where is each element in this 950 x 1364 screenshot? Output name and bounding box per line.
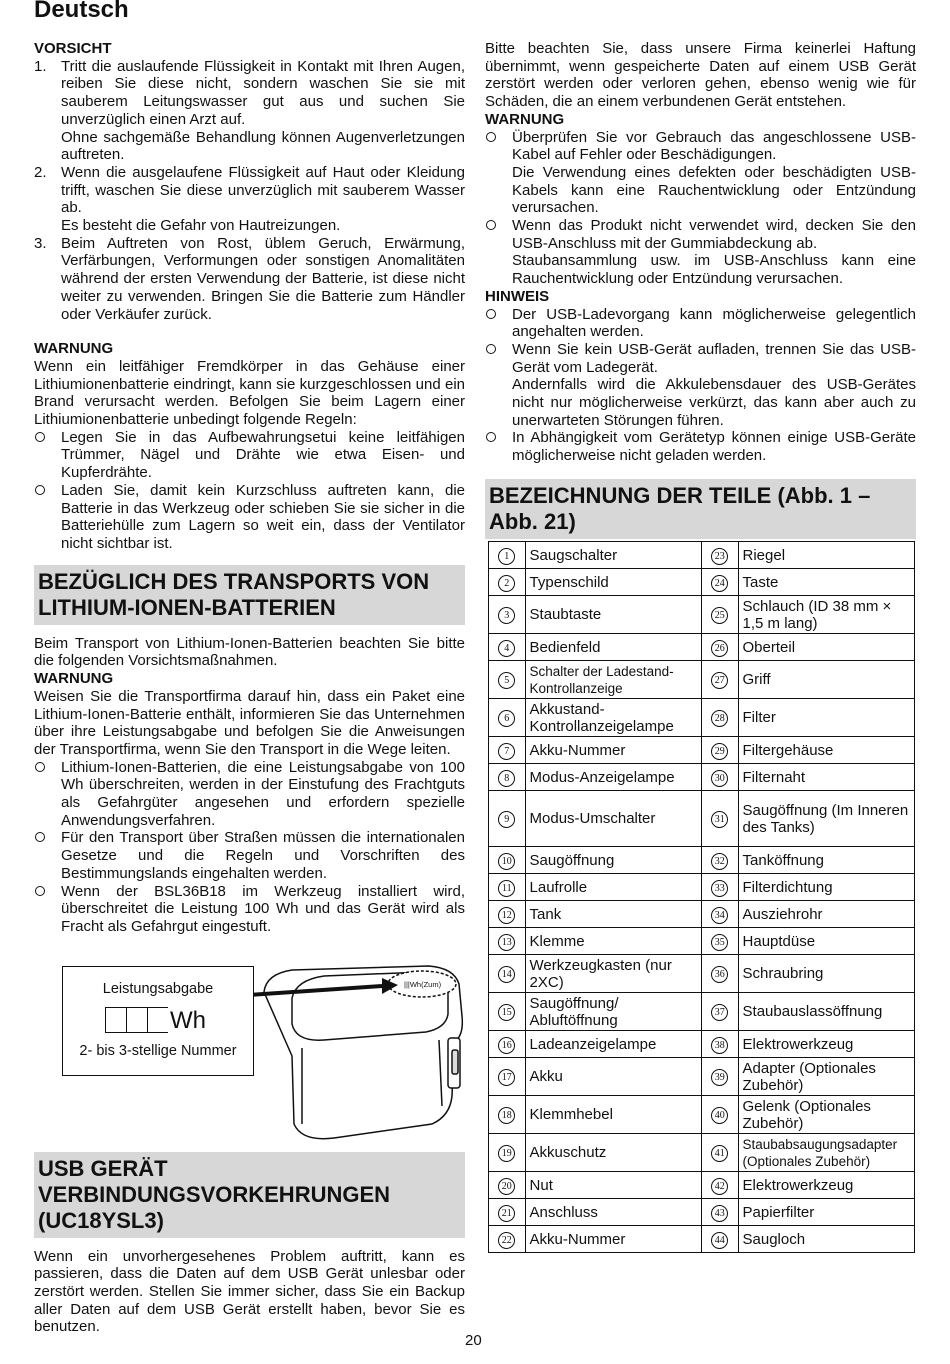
part-label: Saugschalter <box>525 542 701 569</box>
part-number-cell <box>489 1031 526 1058</box>
part-number: 27 <box>711 672 728 689</box>
bullet-item <box>485 306 916 341</box>
part-number-cell <box>701 737 738 764</box>
item-note: Es besteht die Gefahr von Hautreizungen. <box>61 217 341 235</box>
part-number-cell <box>489 928 526 955</box>
bullet-note: Staubansammlung usw. im USB-Anschluss kann eine Rauchentwicklung oder Entzündung verursachen. <box>512 252 916 288</box>
bullet-text: In Abhängigkeit vom Gerätetyp können einige USB-Geräte möglicherweise nicht geladen werden. <box>512 429 916 465</box>
part-number: 37 <box>711 1004 728 1021</box>
part-number: 43 <box>711 1205 728 1222</box>
item-number: 2. <box>34 163 47 181</box>
part-number: 44 <box>711 1232 728 1249</box>
bullet-text: Laden Sie, damit kein Kurzschluss auftreten kann, die Batterie in das Werkzeug oder schieben Sie sie sicher in die Batteriehülle zum Lagern so weit ein, dass der Ventilator nicht sichtbar ist. <box>61 481 465 552</box>
part-number: 42 <box>711 1178 728 1195</box>
parts-row <box>489 1134 915 1172</box>
parts-row <box>489 569 915 596</box>
part-number-cell <box>701 1172 738 1199</box>
vorsicht-item <box>34 235 465 324</box>
item-note: Ohne sachgemäße Behandlung können Augenverletzungen auftreten. <box>61 128 465 164</box>
part-number-cell <box>701 791 738 847</box>
part-label: Akku <box>525 1058 701 1096</box>
parts-table <box>488 541 915 1253</box>
battery-label-figure <box>34 956 465 1146</box>
part-number: 31 <box>711 811 728 828</box>
parts-row <box>489 596 915 634</box>
part-number: 40 <box>711 1107 728 1124</box>
warnung-label: WARNUNG <box>34 340 114 358</box>
part-number: 21 <box>498 1205 515 1222</box>
part-number-cell <box>701 1199 738 1226</box>
part-number-cell <box>489 1199 526 1226</box>
part-number-cell <box>701 928 738 955</box>
item-text: Tritt die auslaufende Flüssigkeit in Kontakt mit Ihren Augen, reiben Sie diese nicht, sondern waschen Sie sie mit sauberem Leitungswasser gut aus und suchen Sie unverzüglich einen Arzt auf. <box>61 57 465 128</box>
part-number: 5 <box>498 672 515 689</box>
part-number-cell <box>489 596 526 634</box>
part-number-cell <box>489 791 526 847</box>
parts-row <box>489 791 915 847</box>
part-label: Taste <box>738 569 914 596</box>
parts-row <box>489 1226 915 1253</box>
bullet-item <box>34 883 465 936</box>
part-number: 3 <box>498 607 515 624</box>
part-label: Tank <box>525 901 701 928</box>
part-number: 8 <box>498 770 515 787</box>
bullet-item <box>34 829 465 882</box>
part-number-cell <box>489 1058 526 1096</box>
part-number: 7 <box>498 743 515 760</box>
item-text: Beim Auftreten von Rost, üblem Geruch, Erwärmung, Verfärbungen, Verformungen oder sonstigen Anomalitäten während der ersten Verwendung der Batterie, ist diese nicht weiter zu verwenden. Bringen Sie die Batterie zum Händler oder Verkäufer zurück. <box>61 234 465 323</box>
part-label: Elektrowerkzeug <box>738 1172 914 1199</box>
part-number-cell <box>489 955 526 993</box>
bullet-text: Lithium-Ionen-Batterien, die eine Leistungsabgabe von 100 Wh überschreiten, werden in der Einstufung des Frachtguts als Gefahrgüter angesehen und erfordern spezielle Anwendungsverfahren. <box>61 758 465 829</box>
part-number-cell <box>489 699 526 737</box>
circle-bullet-icon <box>34 482 61 553</box>
part-number-cell <box>701 764 738 791</box>
part-label: Bedienfeld <box>525 634 701 661</box>
parts-row <box>489 955 915 993</box>
part-number-cell <box>489 1172 526 1199</box>
bullet-item <box>485 429 916 464</box>
part-label: Modus-Anzeigelampe <box>525 764 701 791</box>
part-number: 15 <box>498 1004 515 1021</box>
parts-row <box>489 1058 915 1096</box>
part-number-cell <box>701 1096 738 1134</box>
part-number: 24 <box>711 575 728 592</box>
parts-row <box>489 1031 915 1058</box>
part-number: 28 <box>711 710 728 727</box>
parts-row <box>489 634 915 661</box>
bullet-text: Der USB-Ladevorgang kann möglicherweise gelegentlich angehalten werden. <box>512 305 916 341</box>
part-number-cell <box>701 661 738 699</box>
part-number: 6 <box>498 710 515 727</box>
part-label: Hauptdüse <box>738 928 914 955</box>
part-label: Filternaht <box>738 764 914 791</box>
part-label: Anschluss <box>525 1199 701 1226</box>
part-label: Saugloch <box>738 1226 914 1253</box>
parts-row <box>489 699 915 737</box>
part-label: Typenschild <box>525 569 701 596</box>
item-text: Wenn die ausgelaufene Flüssigkeit auf Haut oder Kleidung trifft, waschen Sie diese unverzüglich mit sauberem Wasser ab. <box>61 163 465 217</box>
parts-row <box>489 1172 915 1199</box>
part-number-cell <box>701 993 738 1031</box>
part-number: 22 <box>498 1232 515 1249</box>
part-number: 9 <box>498 811 515 828</box>
part-label: Filter <box>738 699 914 737</box>
warnung-text: Wenn ein leitfähiger Fremdkörper in das Gehäuse einer Lithiumionenbatterie eindringt, kann sie kurzgeschlossen und ein Brand verursacht werden. Befolgen Sie beim Lagern einer Lithiumionenbatterie unbedingt folgende Regeln: <box>34 357 465 429</box>
part-number-cell <box>489 847 526 874</box>
digit-box <box>105 1007 126 1033</box>
circle-bullet-icon <box>34 429 61 482</box>
wh-field <box>105 1007 206 1033</box>
parts-heading: BEZEICHNUNG DER TEILE (Abb. 1 – Abb. 21) <box>485 479 916 539</box>
transport-heading: BEZÜGLICH DES TRANSPORTS VON LITHIUM-IONEN-BATTERIEN <box>34 565 465 625</box>
part-label: Filterdichtung <box>738 874 914 901</box>
parts-row <box>489 1199 915 1226</box>
parts-row <box>489 993 915 1031</box>
part-number: 4 <box>498 640 515 657</box>
parts-row <box>489 542 915 569</box>
part-number-cell <box>489 1096 526 1134</box>
part-label: Saugöffnung/ Abluftöffnung <box>525 993 701 1031</box>
part-number: 33 <box>711 880 728 897</box>
circle-bullet-icon <box>485 217 512 288</box>
part-label: Papierfilter <box>738 1199 914 1226</box>
usb-text: Wenn ein unvorhergesehenes Problem auftritt, kann es passieren, dass die Daten auf dem USB Gerät unlesbar oder zerstört werden. Stellen Sie immer sicher, dass Sie ein Backup aller Daten auf dem USB Gerät erstellt haben, bevor Sie es benutzen. <box>34 1247 465 1336</box>
part-number-cell <box>489 737 526 764</box>
part-number: 17 <box>498 1069 515 1086</box>
part-number-cell <box>489 874 526 901</box>
left-column <box>34 40 465 1336</box>
part-number: 12 <box>498 907 515 924</box>
part-number-cell <box>489 1226 526 1253</box>
bullet-item <box>485 129 916 218</box>
part-number: 36 <box>711 966 728 983</box>
part-number-cell <box>489 634 526 661</box>
part-number-cell <box>489 901 526 928</box>
bullet-note: Andernfalls wird die Akkulebensdauer des USB-Gerätes nicht nur möglicherweise verkürzt, das kann aber auch zu unerwarteten Störungen führen. <box>512 376 916 429</box>
parts-row <box>489 874 915 901</box>
part-number: 20 <box>498 1178 515 1195</box>
part-number: 13 <box>498 934 515 951</box>
parts-row <box>489 1096 915 1134</box>
parts-row <box>489 737 915 764</box>
circle-bullet-icon <box>485 306 512 341</box>
part-label: Elektrowerkzeug <box>738 1031 914 1058</box>
svg-text:|||Wh(Zum): |||Wh(Zum) <box>404 979 442 989</box>
part-label: Tanköffnung <box>738 847 914 874</box>
item-number: 1. <box>34 57 47 75</box>
part-number-cell <box>701 874 738 901</box>
part-label: Ausziehrohr <box>738 901 914 928</box>
item-number: 3. <box>34 234 47 252</box>
part-number: 26 <box>711 640 728 657</box>
power-output-label <box>62 966 254 1076</box>
vorsicht-item <box>34 164 465 235</box>
part-number-cell <box>701 569 738 596</box>
part-label: Gelenk (Optionales Zubehör) <box>738 1096 914 1134</box>
part-number: 39 <box>711 1069 728 1086</box>
language-header: Deutsch <box>34 0 129 23</box>
parts-row <box>489 764 915 791</box>
warnung-label: WARNUNG <box>34 670 114 688</box>
wh-unit: Wh <box>170 1006 206 1034</box>
part-number: 23 <box>711 548 728 565</box>
digit-box <box>147 1007 168 1033</box>
part-label: Modus-Umschalter <box>525 791 701 847</box>
part-label: Akkuschutz <box>525 1134 701 1172</box>
part-number-cell <box>489 1134 526 1172</box>
warnung-label: WARNUNG <box>485 110 565 128</box>
hinweis-label: HINWEIS <box>485 287 550 305</box>
vorsicht-label: VORSICHT <box>34 40 112 57</box>
part-number-cell <box>489 542 526 569</box>
part-number: 41 <box>711 1145 728 1162</box>
power-output-caption: Leistungsabgabe <box>102 980 214 997</box>
part-number-cell <box>701 1226 738 1253</box>
part-number: 14 <box>498 966 515 983</box>
part-label: Griff <box>738 661 914 699</box>
part-number-cell <box>701 901 738 928</box>
bullet-text: Überprüfen Sie vor Gebrauch das angeschlossene USB-Kabel auf Fehler oder Beschädigungen. <box>512 128 916 164</box>
bullet-text: Wenn das Produkt nicht verwendet wird, decken Sie den USB-Anschluss mit der Gummiabdeckung ab. <box>512 217 916 252</box>
bullet-text: Legen Sie in das Aufbewahrungsetui keine leitfähigen Trümmer, Nägel und Drähte wie etwa Eisen- und Kupferdrähte. <box>61 428 465 482</box>
part-label: Staubabsaugungsadapter (Optionales Zubehör) <box>738 1134 914 1172</box>
part-label: Laufrolle <box>525 874 701 901</box>
part-label: Schraubring <box>738 955 914 993</box>
part-number-cell <box>701 596 738 634</box>
parts-row <box>489 847 915 874</box>
bullet-text: Wenn der BSL36B18 im Werkzeug installiert wird, überschreitet die Leistung 100 Wh und das Gerät wird als Fracht als Gefahrgut eingestuft. <box>61 882 465 935</box>
vorsicht-item <box>34 58 465 164</box>
usb-heading: USB GERÄT VERBINDUNGSVORKEHRUNGEN (UC18YSL3) <box>34 1152 465 1238</box>
part-number-cell <box>701 1031 738 1058</box>
part-number: 34 <box>711 907 728 924</box>
part-label: Werkzeugkasten (nur 2XC) <box>525 955 701 993</box>
part-number: 29 <box>711 743 728 760</box>
part-number: 18 <box>498 1107 515 1124</box>
transport-intro: Beim Transport von Lithium-Ionen-Batterien beachten Sie bitte die folgenden Vorsichtsmaßnahmen. <box>34 634 465 670</box>
part-label: Staubauslassöffnung <box>738 993 914 1031</box>
part-number-cell <box>701 699 738 737</box>
part-number-cell <box>701 542 738 569</box>
circle-bullet-icon <box>34 759 61 830</box>
bullet-text: Wenn Sie kein USB-Gerät aufladen, trennen Sie das USB-Gerät vom Ladegerät. <box>512 340 916 376</box>
part-number-cell <box>701 634 738 661</box>
part-label: Staubtaste <box>525 596 701 634</box>
part-number: 16 <box>498 1037 515 1054</box>
bullet-note: Die Verwendung eines defekten oder beschädigten USB-Kabels kann eine Rauchentwicklung oder Entzündung verursachen. <box>512 163 916 217</box>
usb-intro: Bitte beachten Sie, dass unsere Firma keinerlei Haftung übernimmt, wenn gespeicherte Daten auf einem USB Gerät zerstört werden oder verloren gehen, ebenso wenig wie für Schäden, die an einem verbundenen Gerät entstehen. <box>485 40 916 111</box>
part-label: Akku-Nummer <box>525 1226 701 1253</box>
part-number: 25 <box>711 607 728 624</box>
part-label: Klemme <box>525 928 701 955</box>
part-label: Saugöffnung <box>525 847 701 874</box>
part-label: Schlauch (ID 38 mm × 1,5 m lang) <box>738 596 914 634</box>
bullet-item <box>485 341 916 430</box>
part-number-cell <box>701 1134 738 1172</box>
part-number-cell <box>701 1058 738 1096</box>
part-label: Filtergehäuse <box>738 737 914 764</box>
part-label: Akkustand-Kontrollanzeigelampe <box>525 699 701 737</box>
part-number-cell <box>489 661 526 699</box>
circle-bullet-icon <box>485 341 512 430</box>
part-number: 1 <box>498 548 515 565</box>
part-number: 32 <box>711 853 728 870</box>
part-number: 10 <box>498 853 515 870</box>
digit-caption: 2- bis 3-stellige Nummer <box>79 1042 237 1059</box>
part-number: 2 <box>498 575 515 592</box>
bullet-item <box>34 429 465 482</box>
parts-row <box>489 661 915 699</box>
part-label: Nut <box>525 1172 701 1199</box>
warnung-text: Weisen Sie die Transportfirma darauf hin, dass ein Paket eine Lithium-Ionen-Batterie enthält, informieren Sie das Unternehmen über ihre Leistungsabgabe und befolgen Sie die Anweisungen der Transportfirma, wenn Sie den Transport in die Wege leiten. <box>34 687 465 758</box>
part-number: 30 <box>711 770 728 787</box>
part-label: Riegel <box>738 542 914 569</box>
parts-row <box>489 928 915 955</box>
part-number-cell <box>489 569 526 596</box>
circle-bullet-icon <box>34 829 61 882</box>
part-number-cell <box>701 955 738 993</box>
part-label: Adapter (Optionales Zubehör) <box>738 1058 914 1096</box>
part-label: Akku-Nummer <box>525 737 701 764</box>
part-label: Klemmhebel <box>525 1096 701 1134</box>
digit-box <box>126 1007 147 1033</box>
part-label: Ladeanzeigelampe <box>525 1031 701 1058</box>
part-number-cell <box>489 993 526 1031</box>
part-number-cell <box>701 847 738 874</box>
parts-row <box>489 901 915 928</box>
part-number: 11 <box>498 880 515 897</box>
part-number: 35 <box>711 934 728 951</box>
circle-bullet-icon <box>34 883 61 936</box>
right-column <box>485 40 916 549</box>
part-label: Oberteil <box>738 634 914 661</box>
part-number: 19 <box>498 1145 515 1162</box>
part-number: 38 <box>711 1037 728 1054</box>
part-label: Saugöffnung (Im Inneren des Tanks) <box>738 791 914 847</box>
part-label: Schalter der Ladestand-Kontrollanzeige <box>525 661 701 699</box>
part-number-cell <box>489 764 526 791</box>
bullet-item <box>34 482 465 553</box>
bullet-text: Für den Transport über Straßen müssen die internationalen Gesetze und die Regeln und Vorschriften des Bestimmungslands eingehalten werden. <box>61 829 465 882</box>
bullet-item <box>34 759 465 830</box>
circle-bullet-icon <box>485 429 512 464</box>
circle-bullet-icon <box>485 129 512 218</box>
bullet-item <box>485 217 916 288</box>
page-number: 20 <box>465 1332 482 1349</box>
